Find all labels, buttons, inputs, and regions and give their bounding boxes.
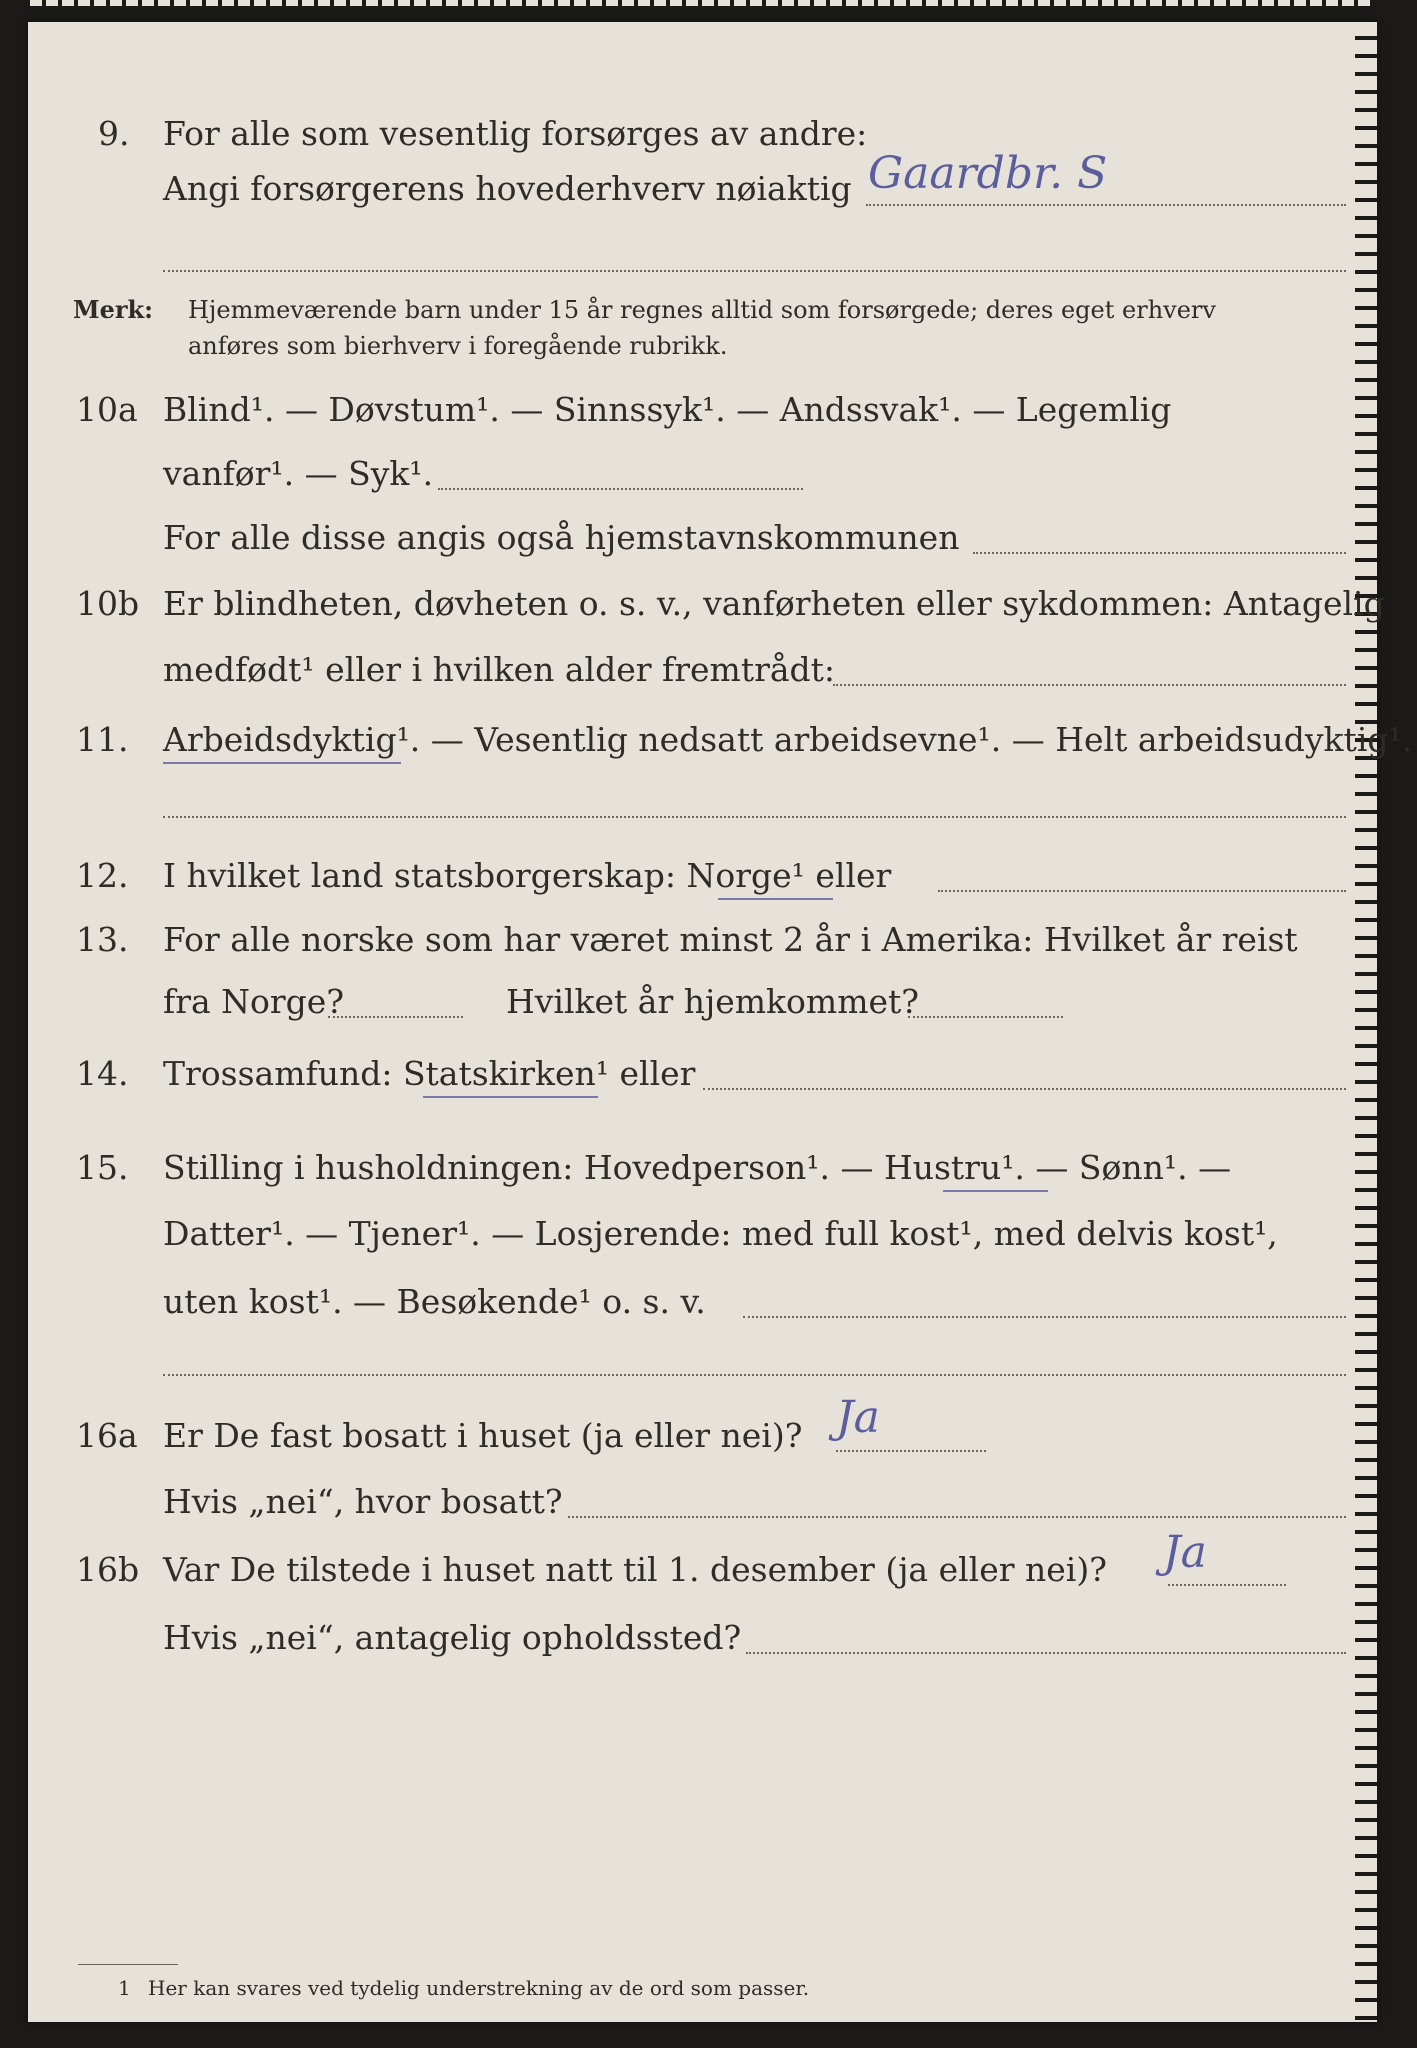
item-text: Er De fast bosatt i huset (ja eller nei)?: [163, 1416, 803, 1455]
item-text: Stilling i husholdningen: Hovedperson¹. — Hustru¹. — Sønn¹. —: [163, 1148, 1232, 1187]
answer-field-9-extra[interactable]: [163, 270, 1346, 272]
item-text: Er blindheten, døvheten o. s. v., vanførheten eller sykdommen: Antagelig: [163, 584, 1385, 623]
answer-field-10a[interactable]: [438, 488, 803, 490]
footnote-marker: 1: [118, 1976, 131, 2000]
item-text: Arbeidsdyktig¹. — Vesentlig nedsatt arbeidsevne¹. — Helt arbeidsudyktig¹.: [163, 720, 1413, 759]
item-number: 11.: [76, 720, 129, 759]
census-form-page: [28, 22, 1413, 2022]
answer-field-16a-where[interactable]: [568, 1516, 1346, 1518]
item-text: Trossamfund: Statskirken¹ eller: [163, 1054, 696, 1093]
item-number: 15.: [76, 1148, 129, 1187]
answer-field-10a-home[interactable]: [973, 552, 1346, 554]
item-number: 9.: [98, 114, 130, 153]
answer-field-13-return[interactable]: [908, 1016, 1063, 1018]
answer-field-11[interactable]: [163, 816, 1346, 818]
item-number: 10a: [76, 390, 138, 429]
item-text: Angi forsørgerens hovederhverv nøiaktig: [163, 169, 852, 208]
answer-field-15-extra[interactable]: [163, 1374, 1346, 1376]
item-number: 14.: [76, 1054, 129, 1093]
handwritten-answer-16a: Ja: [836, 1392, 880, 1443]
item-text: For alle som vesentlig forsørges av andre:: [163, 114, 868, 153]
answer-field-16b-where[interactable]: [746, 1652, 1346, 1654]
answer-field-9[interactable]: [866, 204, 1346, 206]
item-text: uten kost¹. — Besøkende¹ o. s. v.: [163, 1282, 706, 1321]
top-perforation: [30, 0, 1370, 6]
item-text: Hvis „nei“, hvor bosatt?: [163, 1482, 563, 1521]
right-perforation: [1355, 22, 1377, 2022]
item-text: For alle disse angis også hjemstavnskommunen: [163, 518, 960, 557]
underline-hustru: [943, 1190, 1048, 1192]
answer-field-16a[interactable]: [836, 1450, 986, 1452]
underline-arbeidsdyktig: [163, 762, 401, 764]
underline-statskirken: [423, 1096, 598, 1098]
answer-field-12[interactable]: [938, 890, 1346, 892]
item-text: For alle norske som har været minst 2 år i Amerika: Hvilket år reist: [163, 920, 1298, 959]
footnote-rule: [78, 1964, 178, 1965]
answer-field-14[interactable]: [703, 1088, 1346, 1090]
item-text: Blind¹. — Døvstum¹. — Sinnssyk¹. — Andssvak¹. — Legemlig: [163, 390, 1172, 429]
item-text: vanfør¹. — Syk¹.: [163, 454, 434, 493]
item-text: medfødt¹ eller i hvilken alder fremtrådt:: [163, 650, 836, 689]
item-number: 12.: [76, 856, 129, 895]
item-number: 16a: [76, 1416, 138, 1455]
item-number: 10b: [76, 584, 140, 623]
item-number: 16b: [76, 1550, 140, 1589]
item-text: Var De tilstede i huset natt til 1. desember (ja eller nei)?: [163, 1550, 1107, 1589]
item-text: I hvilket land statsborgerskap: Norge¹ eller: [163, 856, 892, 895]
item-number: 13.: [76, 920, 129, 959]
note-text: anføres som bierhverv i foregående rubrikk.: [188, 332, 728, 360]
answer-field-10b[interactable]: [833, 684, 1346, 686]
item-text: Hvis „nei“, antagelig opholdssted?: [163, 1618, 742, 1657]
answer-field-15[interactable]: [743, 1316, 1346, 1318]
item-text: Datter¹. — Tjener¹. — Losjerende: med full kost¹, med delvis kost¹,: [163, 1214, 1278, 1253]
answer-field-13-year[interactable]: [328, 1016, 463, 1018]
note-text: Hjemmeværende barn under 15 år regnes alltid som forsørgede; deres eget erhverv: [188, 296, 1216, 324]
answer-field-16b[interactable]: [1168, 1584, 1286, 1586]
item-text: fra Norge?: [163, 982, 345, 1021]
footnote-text: Her kan svares ved tydelig understrekning av de ord som passer.: [148, 1976, 810, 2000]
handwritten-answer-9: Gaardbr. S: [868, 148, 1108, 199]
handwritten-answer-16b: Ja: [1163, 1527, 1207, 1578]
underline-norge: [718, 898, 833, 900]
note-label: Merk:: [73, 295, 153, 324]
item-text: Hvilket år hjemkommet?: [506, 982, 919, 1021]
